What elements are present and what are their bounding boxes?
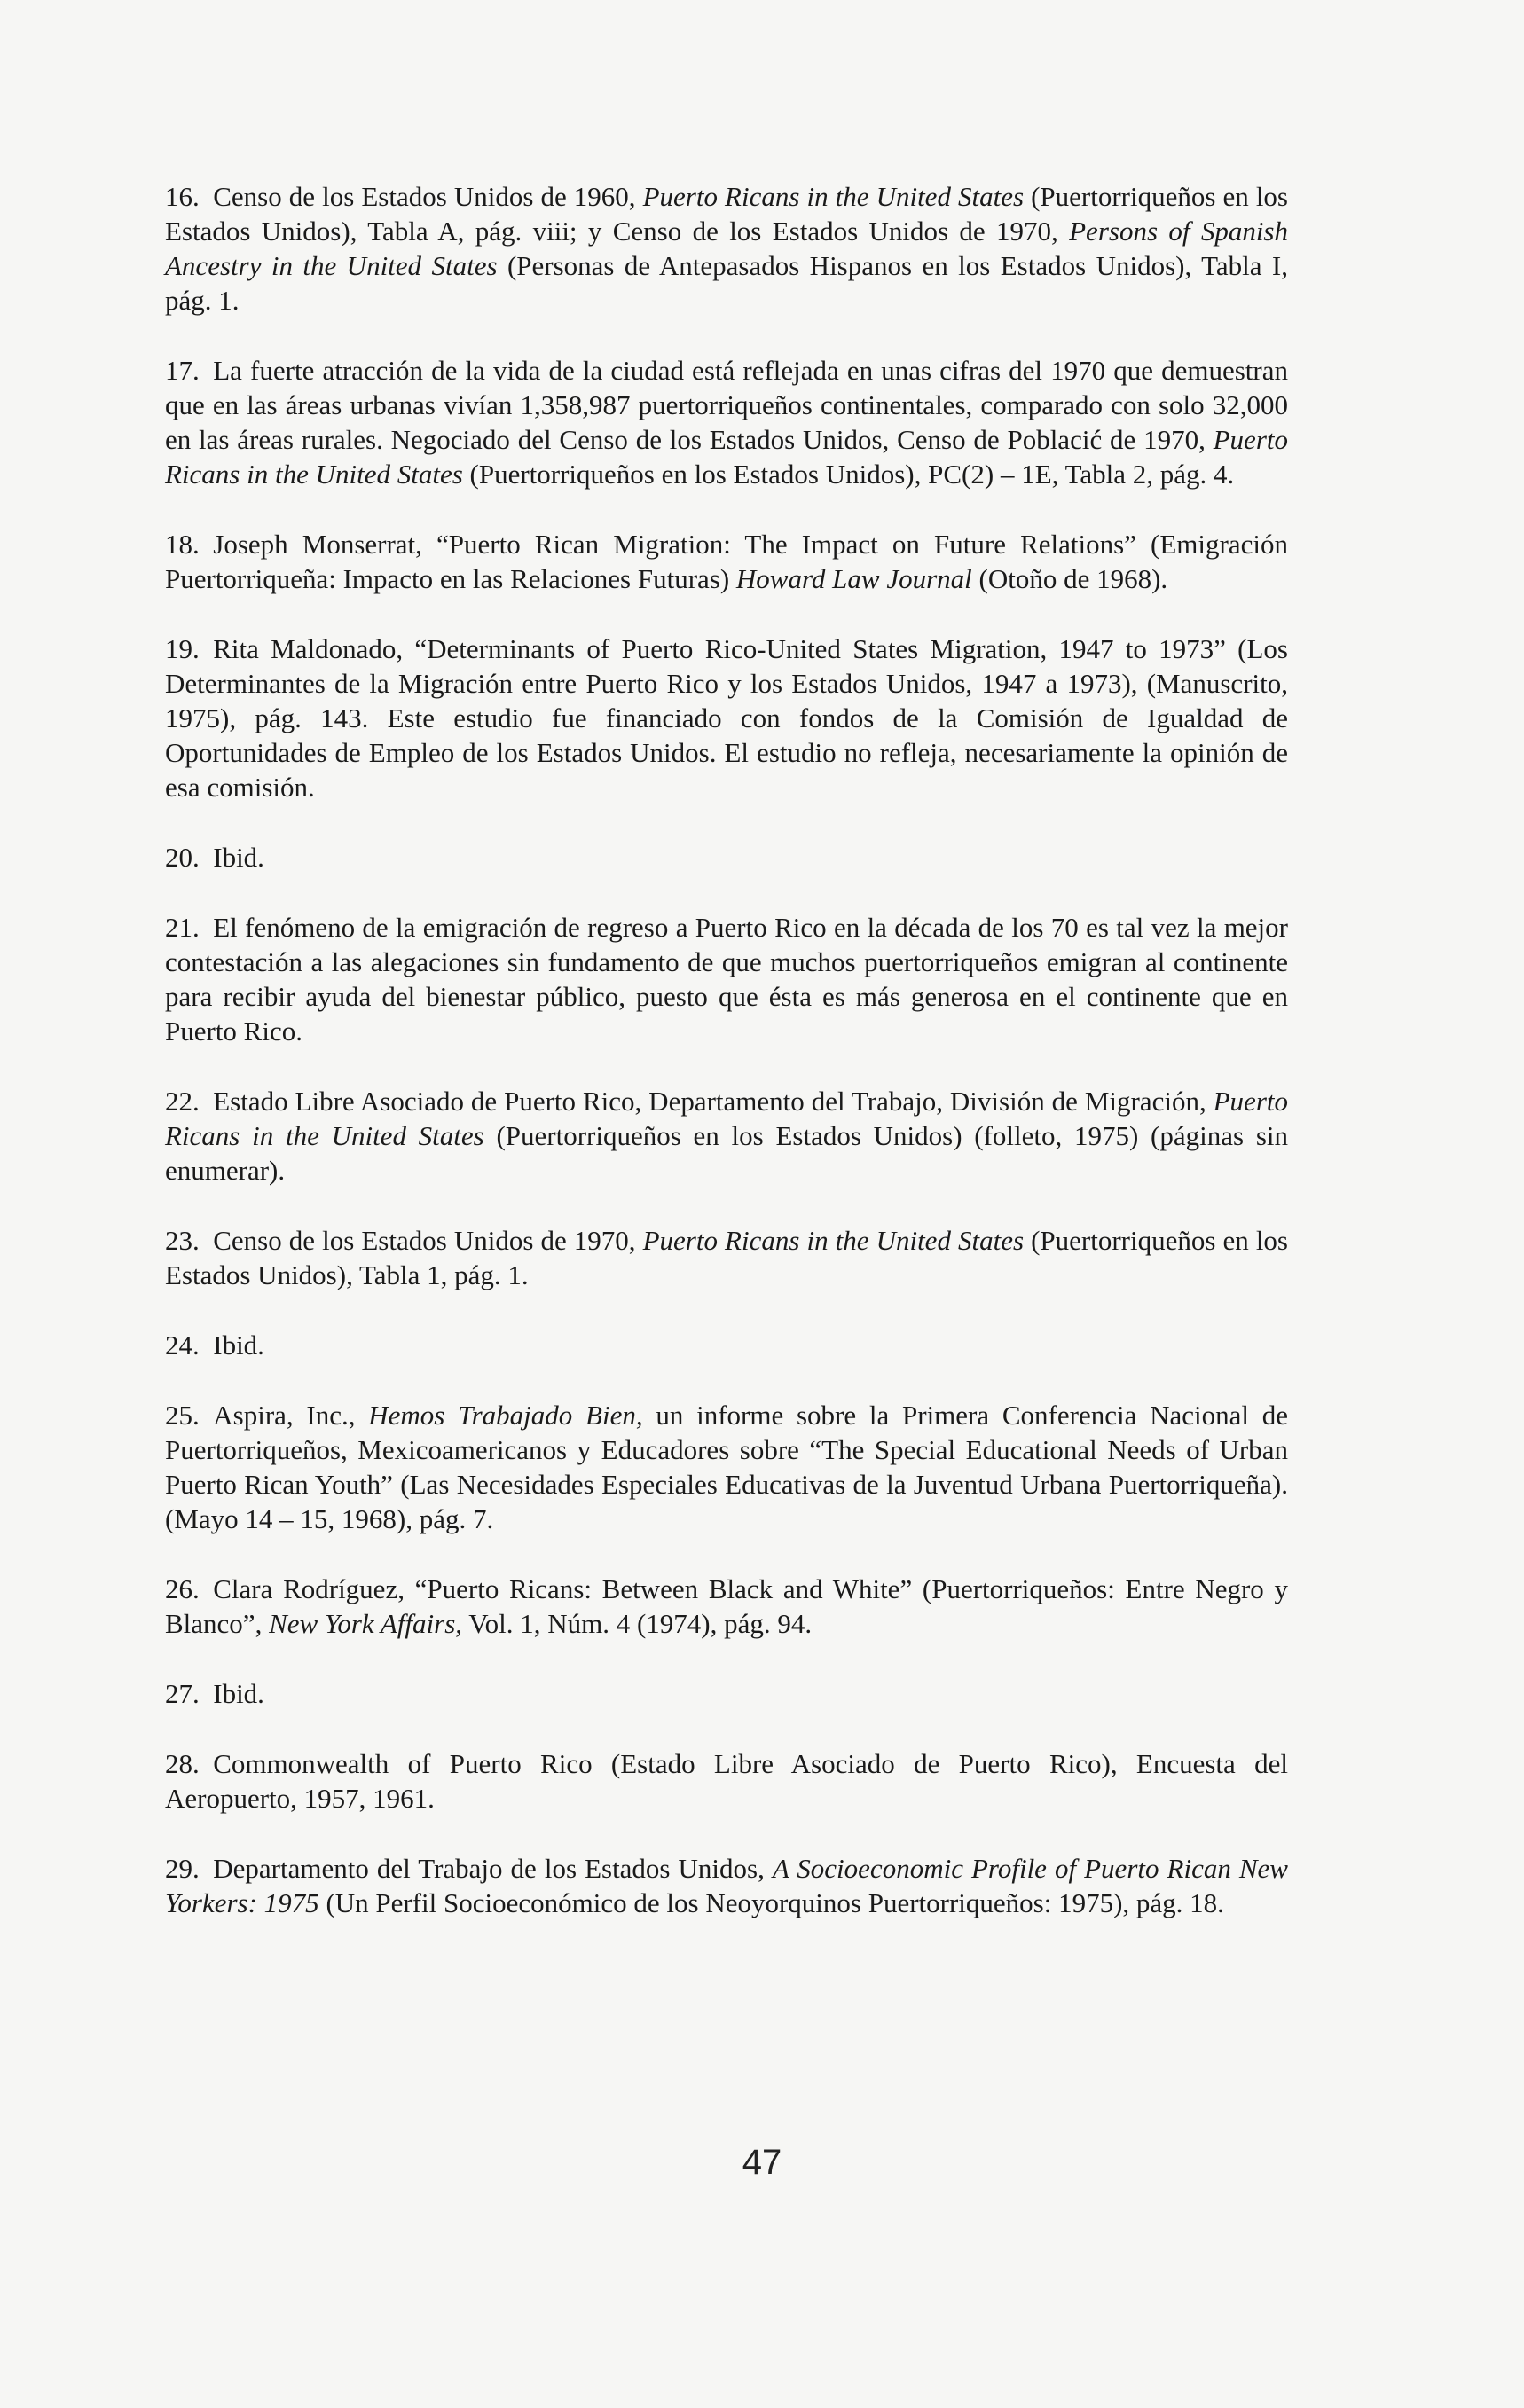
endnote-item [165,1676,1288,1711]
endnote-number: 16. [165,181,200,212]
endnote-item [165,1223,1288,1292]
endnote-item [165,353,1288,491]
endnote-text [165,1086,1288,1186]
endnote-text-segment: (Puertorriqueños en los Estados Unidos), PC(2) – 1E, Tabla 2, pág. 4. [462,459,1235,490]
endnote-item [165,1572,1288,1641]
endnote-text-segment: El fenómeno de la emigración de regreso a Puerto Rico en la década de los 70 es tal vez la mejor contestación a las alegaciones sin fundamento de que muchos puertorriqueños emigran al continente para recibir ayuda del bienestar público, puesto que ésta es más generosa en el continente que en Puerto Rico. [165,912,1288,1047]
endnote-item [165,840,1288,875]
endnote-italic-title: Puerto Ricans in the United States [642,181,1025,212]
endnote-italic-title: Puerto Ricans in the United States [165,1086,1288,1151]
endnote-number: 25. [165,1400,200,1431]
endnote-number: 23. [165,1225,200,1256]
endnote-text-segment: (Puertorriqueños en los Estados Unidos) (folleto, 1975) (páginas sin enumerar). [165,1120,1288,1186]
endnote-number: 18. [165,529,200,560]
endnote-text-segment: Vol. 1, Núm. 4 (1974), pág. 94. [462,1608,813,1639]
endnote-text-segment: Ibid. [213,842,264,873]
endnote-text [165,355,1288,490]
endnote-number: 21. [165,912,200,943]
endnote-text-segment: Joseph Monserrat, “Puerto Rican Migration: The Impact on Future Relations” (Emigración Puertorriqueña: Impacto en las Relaciones Futuras) [165,529,1288,594]
endnote-item [165,910,1288,1048]
endnote-text-segment: Rita Maldonado, “Determinants of Puerto Rico-United States Migration, 1947 to 1973” (Los Determinantes de la Migración entre Puerto Rico y los Estados Unidos, 1947 a 1973), (Manuscrito, 1975), pág. 143. Este estudio fue financiado con fondos de la Comisión de Igualdad de Oportunidades de Empleo de los Estados Unidos. El estudio no refleja, necesariamente la opinión de esa comisión. [165,633,1288,803]
endnotes-list [165,179,1288,1956]
endnote-item [165,1328,1288,1362]
endnote-italic-title: A Socioeconomic Profile of Puerto Rican New Yorkers: 1975 [165,1853,1288,1918]
endnote-italic-title: Howard Law Journal [735,563,972,594]
endnote-item [165,1398,1288,1536]
endnote-text [165,1573,1288,1639]
endnote-text-segment: Censo de los Estados Unidos de 1960, [213,181,643,212]
endnote-italic-title: Hemos Trabajado Bien, [368,1400,643,1431]
endnote-number: 26. [165,1573,200,1604]
endnote-text-segment: Estado Libre Asociado de Puerto Rico, Departamento del Trabajo, División de Migración, [213,1086,1214,1117]
endnote-text [165,1853,1288,1918]
endnote-text [213,1329,264,1361]
endnote-text-segment: Commonwealth of Puerto Rico (Estado Libre Asociado de Puerto Rico), Encuesta del Aeropuerto, 1957, 1961. [165,1748,1288,1814]
endnote-italic-title: New York Affairs, [269,1608,463,1639]
endnote-text [213,1678,264,1709]
endnote-item [165,631,1288,804]
endnote-number: 29. [165,1853,200,1884]
endnote-text-segment: La fuerte atracción de la vida de la ciudad está reflejada en unas cifras del 1970 que demuestran que en las áreas urbanas vivían 1,358,987 puertorriqueños continentales, comparado con solo 32,000 en las áreas rurales. Negociado del Censo de los Estados Unidos, Censo de Poblacić de 1970, [165,355,1288,455]
endnote-item [165,1851,1288,1920]
endnote-text-segment: (Un Perfil Socioeconómico de los Neoyorquinos Puertorriqueños: 1975), pág. 18. [318,1887,1224,1918]
endnote-text [165,912,1288,1047]
endnote-text-segment: un informe sobre la Primera Conferencia Nacional de Puertorriqueños, Mexicoamericanos y Educadores sobre “The Special Educational Needs of Urban Puerto Rican Youth” (Las Necesidades Especiales Educativas de la Juventud Urbana Puertorriqueña). (Mayo 14 – 15, 1968), pág. 7. [165,1400,1289,1534]
endnote-text-segment: (Personas de Antepasados Hispanos en los Estados Unidos), Tabla I, pág. 1. [165,250,1288,316]
endnote-italic-title: Puerto Ricans in the United States [165,424,1288,490]
page-number: 47 [742,2143,782,2182]
endnote-text-segment: Departamento del Trabajo de los Estados Unidos, [213,1853,773,1884]
endnote-text [213,842,264,873]
endnote-item [165,1084,1288,1188]
endnote-text-segment: Ibid. [213,1678,264,1709]
endnote-item [165,179,1288,318]
endnote-item [165,527,1288,596]
endnote-text [165,529,1288,594]
endnote-italic-title: Puerto Ricans in the United States [642,1225,1025,1256]
endnote-number: 17. [165,355,200,386]
endnote-text [165,633,1288,803]
endnote-number: 28. [165,1748,200,1779]
endnote-text-segment: Censo de los Estados Unidos de 1970, [213,1225,643,1256]
endnote-text-segment: Clara Rodríguez, “Puerto Ricans: Between Black and White” (Puertorriqueños: Entre Negro y Blanco”, [165,1573,1288,1639]
endnote-italic-title: Persons of Spanish Ancestry in the United States [165,216,1288,281]
endnote-text [165,1400,1288,1534]
endnote-text [165,181,1288,316]
endnote-number: 22. [165,1086,200,1117]
endnote-text-segment: (Puertorriqueños en los Estados Unidos), Tabla 1, pág. 1. [165,1225,1288,1290]
endnote-number: 24. [165,1329,200,1361]
endnote-number: 19. [165,633,200,664]
endnote-text-segment: Ibid. [213,1329,264,1361]
endnote-text-segment: (Otoño de 1968). [971,563,1168,594]
endnote-number: 27. [165,1678,200,1709]
endnote-text-segment: (Puertorriqueños en los Estados Unidos), Tabla A, pág. viii; y Censo de los Estados Unidos de 1970, [165,181,1288,247]
endnote-text [165,1225,1288,1290]
endnote-number: 20. [165,842,200,873]
endnote-text [165,1748,1288,1814]
endnote-item [165,1746,1288,1816]
endnote-text-segment: Aspira, Inc., [213,1400,369,1431]
